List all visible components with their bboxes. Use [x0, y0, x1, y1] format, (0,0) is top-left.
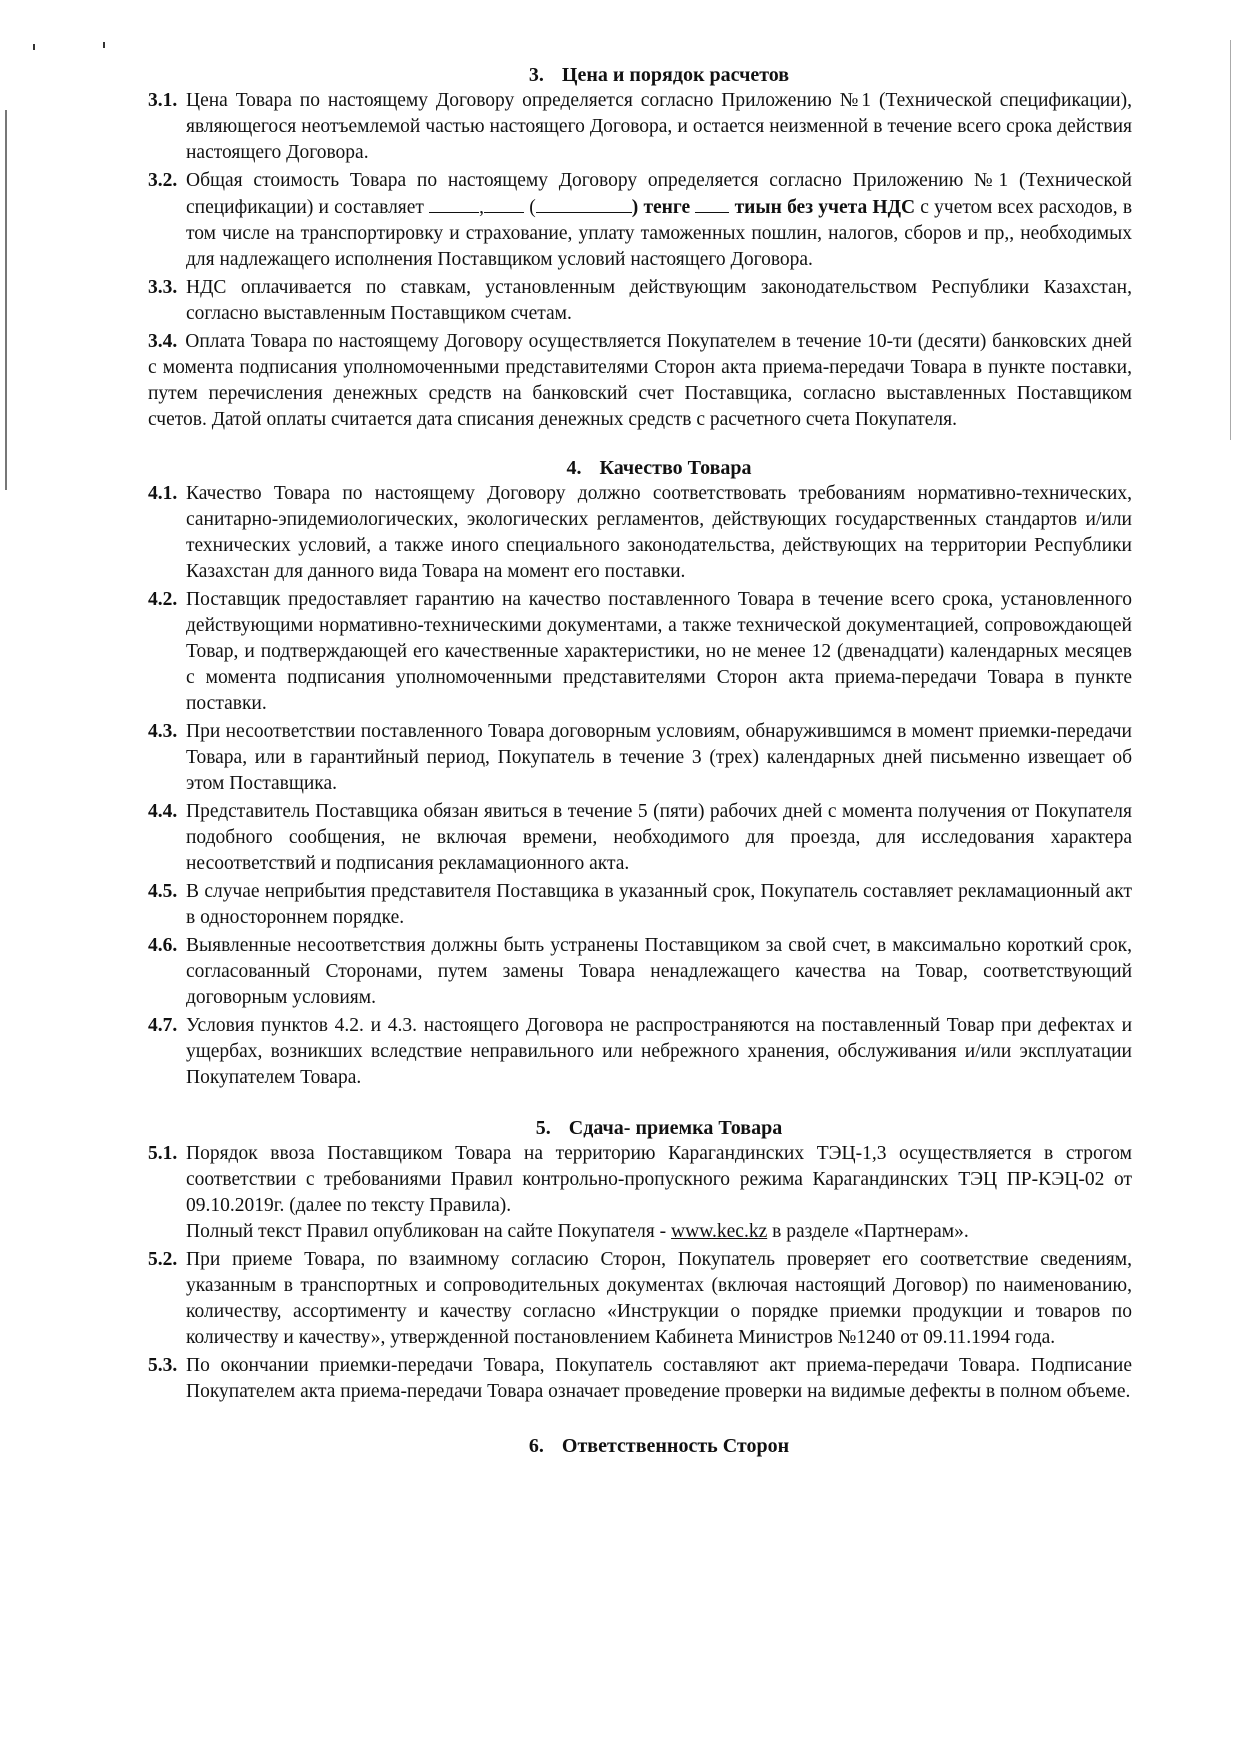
tiyn-blank: [695, 194, 729, 213]
clause-5-3: [148, 1353, 1132, 1405]
clause-text: В случае неприбытия представителя Поставщика в указанный срок, Покупатель составляет рекламационный акт в одностороннем порядке.: [186, 881, 1132, 928]
clause-number: 3.3.: [148, 277, 178, 298]
scan-mark: [33, 44, 35, 50]
clause-number: 3.2.: [148, 170, 178, 191]
clause-3-4: [148, 329, 1132, 433]
clause-number: 3.4.: [148, 331, 178, 352]
clause-text: Поставщик предоставляет гарантию на качество поставленного Товара в течение всего срока, установленного действующими нормативно-техническими документами, а также технической документацией, сопровождающей Товар, и подтверждающей его качественные характеристики, но не менее 12 (двенадцати) календарных месяцев с момента подписания уполномоченными представителями Сторон акта приема-передачи Товара в пункте поставки.: [186, 589, 1132, 714]
section-4-title: 4. Качество Товара: [566, 457, 752, 479]
clause-number: 3.1.: [148, 90, 178, 111]
clause-text: НДС оплачивается по ставкам, установленным действующим законодательством Республики Казахстан, согласно выставленным Поставщиком счетам.: [186, 277, 1132, 324]
document-body: [148, 62, 1133, 1459]
clause-text: Выявленные несоответствия должны быть устранены Поставщиком за свой счет, в максимально короткий срок, согласованный Сторонами, путем замены Товара ненадлежащего качества на Товар, соответствующий договорным условиям.: [186, 935, 1132, 1008]
clause-3-3: [148, 275, 1132, 327]
clause-5-2: [148, 1247, 1132, 1351]
clause-5-1: [148, 1141, 1132, 1245]
clause-text: Порядок ввоза Поставщиком Товара на территорию Карагандинских ТЭЦ-1,3 осуществляется в строгом соответствии с требованиями Правил контрольно-пропускного режима Карагандинских ТЭЦ ПР-КЭЦ-02 от 09.10.2019г. (далее по тексту Правила). Полный текст Правил опубликован на сайте Покупателя - www.kec.kz в разделе «Партнерам».: [186, 1143, 1132, 1242]
clause-text: При несоответствии поставленного Товара договорным условиям, обнаружившимся в момент приемки-передачи Товара, или в гарантийный период, Покупатель в течение 3 (трех) календарных дней письменно извещает об этом Поставщика.: [186, 721, 1132, 794]
clause-text: По окончании приемки-передачи Товара, Покупатель составляют акт приема-передачи Товара. Подписание Покупателем акта приема-передачи Товара означает проведение проверки на видимые дефекты в полном объеме.: [186, 1355, 1132, 1402]
clause-text: Общая стоимость Товара по настоящему Договору определяется согласно Приложению №1 (Технической спецификации) и составляет , ( ) тенге тиын без учета НДС с учетом всех расходов, в том числе на транспортировку и страхование, уплату таможенных пошлин, налогов, сборов и пр,, необходимых для надлежащего исполнения Поставщиком условий настоящего Договора.: [186, 170, 1133, 270]
clause-text: Условия пунктов 4.2. и 4.3. настоящего Договора не распространяются на поставленный Товар при дефектах и ущербах, возникших вследствие неправильного или небрежного хранения, обслуживания и/или эксплуатации Покупателем Товара.: [186, 1015, 1132, 1088]
clause-3-2: [148, 168, 1133, 273]
clause-text: Цена Товара по настоящему Договору определяется согласно Приложению №1 (Технической спецификации), являющегося неотъемлемой частью настоящего Договора, и остается неизменной в течение всего срока действия настоящего Договора.: [186, 90, 1132, 163]
clause-number: 5.1.: [148, 1143, 178, 1164]
section-5-title: 5. Сдача- приемка Товара: [535, 1117, 783, 1139]
scan-mark: [1230, 40, 1231, 440]
amount-blank: [484, 194, 524, 213]
clause-number: 4.5.: [148, 881, 178, 902]
clause-4-6: [148, 933, 1132, 1011]
clause-number: 4.3.: [148, 721, 178, 742]
clause-text: При приеме Товара, по взаимному согласию Сторон, Покупатель проверяет его соответствие сведениям, указанным в транспортных и сопроводительных документах (включая настоящий Договор) по наименованию, количеству, ассортименту и качеству согласно «Инструкции о порядке приемки продукции и товаров по количеству и качеству», утвержденной постановлением Кабинета Министров №1240 от 09.11.1994 года.: [186, 1249, 1132, 1348]
clause-number: 4.1.: [148, 483, 178, 504]
clause-text: Представитель Поставщика обязан явиться в течение 5 (пяти) рабочих дней с момента получения от Покупателя подобного сообщения, не включая времени, необходимого для проезда, для исследования характера несоответствий и подписания рекламационного акта.: [186, 801, 1132, 874]
clause-4-4: [148, 799, 1132, 877]
clause-text: Качество Товара по настоящему Договору должно соответствовать требованиям нормативно-технических, санитарно-эпидемиологических, экологических регламентов, действующих государственных стандартов и/или технических условий, а также иного специального законодательства, действующих на территории Республики Казахстан для данного вида Товара на момент его поставки.: [186, 483, 1132, 582]
section-6-title: 6. Ответственность Сторон: [528, 1435, 790, 1457]
section-3-title: 3. Цена и порядок расчетов: [528, 64, 790, 86]
clause-number: 4.2.: [148, 589, 178, 610]
clause-4-1: [148, 481, 1132, 585]
scan-mark: [5, 110, 7, 490]
clause-text: Оплата Товара по настоящему Договору осуществляется Покупателем в течение 10-ти (десяти) банковских дней с момента подписания уполномоченными представителями Сторон акта приема-передачи Товара в пункте поставки, путем перечисления денежных средств на банковский счет Поставщика, согласно выставленных Поставщиком счетов. Датой оплаты считается дата списания денежных средств с расчетного счета Покупателя.: [148, 331, 1132, 430]
clause-3-1: [148, 88, 1132, 166]
amount-words-blank: [536, 194, 632, 213]
website-link[interactable]: www.kec.kz: [671, 1221, 768, 1242]
scan-mark: [103, 42, 105, 48]
clause-number: 4.6.: [148, 935, 178, 956]
clause-4-7: [148, 1013, 1132, 1091]
amount-blank: [429, 194, 479, 213]
clause-4-5: [148, 879, 1132, 931]
clause-number: 4.4.: [148, 801, 178, 822]
clause-number: 5.2.: [148, 1249, 178, 1270]
clause-number: 5.3.: [148, 1355, 178, 1376]
clause-number: 4.7.: [148, 1015, 178, 1036]
clause-4-2: [148, 587, 1132, 717]
clause-4-3: [148, 719, 1132, 797]
